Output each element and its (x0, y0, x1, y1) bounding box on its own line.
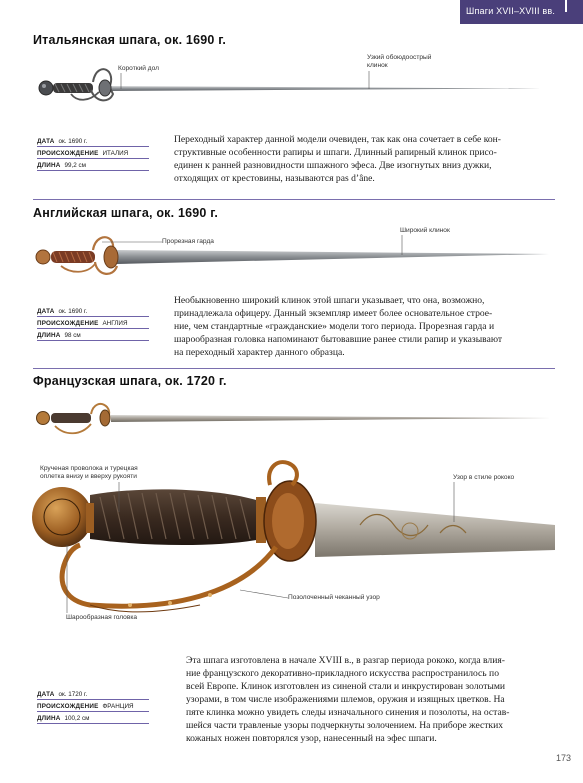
callout-line-twisted-wire (118, 482, 122, 512)
running-header-text: Шпаги XVII–XVIII вв. (466, 6, 556, 16)
section-title-english: Английская шпага, ок. 1690 г. (33, 206, 219, 220)
text-line: кожаных ножен повторялся узор, нанесенный на эфес шпаги. (186, 733, 437, 744)
header-marker (565, 0, 567, 12)
text-line: ние французского декоративно-прикладного искусства распространилось по (186, 668, 499, 679)
spec-origin-value: ИТАЛИЯ (102, 150, 129, 157)
text-line: на переходный характер данного образца. (174, 347, 345, 358)
spec-date-value: ок. 1690 г. (58, 308, 88, 315)
spec-origin-label: ПРОИСХОЖДЕНИЕ (37, 150, 99, 157)
callout-wide-blade: Широкий клинок (400, 227, 450, 234)
spec-origin-value: АНГЛИЯ (102, 320, 128, 327)
text-line: всей Европе. Клинок изготовлен из синеной стали и инкрустирован золотыми (186, 681, 506, 692)
section-title-italian: Итальянская шпага, ок. 1690 г. (33, 33, 227, 47)
french-sword-small-image (33, 398, 553, 442)
callout-twisted-wire-1: Крученая проволока и турецкая (40, 465, 138, 472)
callout-narrow-blade-1: Узкий обоюдоострый (367, 54, 432, 61)
callout-rococo-pattern: Узор в стиле рококо (453, 474, 515, 481)
spec-length-label: ДЛИНА (37, 715, 61, 722)
text-line: ние, чем стандартные «гражданские» модели того периода. Прорезная гарда и (174, 321, 495, 332)
callout-line-pommel (66, 545, 70, 613)
text-line: отходящих от крестовины, называются pas d’âne. (174, 173, 375, 184)
spec-length-value: 98 см (64, 332, 81, 339)
section-divider (33, 368, 555, 369)
callout-line-narrow-blade (368, 71, 372, 89)
callout-spherical-pommel: Шарообразная головка (66, 614, 138, 621)
spec-length-label: ДЛИНА (37, 162, 61, 169)
english-sword-image (33, 230, 553, 282)
body-text-french (186, 654, 556, 745)
spec-length-value: 100,2 см (64, 715, 90, 722)
spec-date-label: ДАТА (37, 691, 55, 698)
spec-date-label: ДАТА (37, 138, 55, 145)
italian-sword-image (33, 60, 545, 110)
spec-origin-label: ПРОИСХОЖДЕНИЕ (37, 320, 99, 327)
callout-pierced-guard: Прорезная гарда (162, 238, 214, 245)
body-text-italian (174, 133, 554, 185)
text-line: узорами, в том числе изображениями шлемов, оружия и изящных цветков. На (186, 694, 505, 705)
text-line: шарообразная головка напоминают бытовавшие ранее стили рапир и указывают (174, 334, 503, 345)
page-number: 173 (556, 753, 572, 763)
spec-table-french (37, 688, 149, 724)
section-divider (33, 199, 555, 200)
text-line: структивные особенности рапиры и шпаги. Длинный рапирный клинок присо- (174, 147, 497, 158)
callout-line-short-fuller (120, 73, 124, 89)
callout-line-rococo (453, 482, 457, 522)
text-line: Эта шпага изготовлена в начале XVIII в., в разгар периода рококо, когда влия- (186, 655, 505, 666)
spec-table-italian (37, 135, 149, 171)
spec-length-value: 99,2 см (64, 162, 87, 169)
body-text-english (174, 294, 554, 359)
callout-twisted-wire-2: оплетка внизу и вверху рукояти (40, 473, 137, 480)
callout-narrow-blade-2: клинок (367, 62, 388, 69)
callout-line-wide-blade (401, 235, 405, 255)
text-line: Необыкновенно широкий клинок этой шпаги указывает, что она, возможно, (174, 295, 485, 306)
text-line: пяте клинка можно увидеть следы изначального синения и позолоты, на остав- (186, 707, 510, 718)
spec-table-english (37, 305, 149, 341)
callout-line-pierced-guard (102, 240, 162, 244)
text-line: принадлежала офицеру. Данный экземпляр имеет более основательное строе- (174, 308, 493, 319)
callout-line-gilt (240, 590, 288, 602)
text-line: Переходный характер данной модели очевиден, так как она сочетает в себе кон- (174, 134, 502, 145)
spec-origin-label: ПРОИСХОЖДЕНИЕ (37, 703, 99, 710)
text-line: единен к ранней разновидности шпажного эфеса. Две изогнутых вниз дужки, (174, 160, 492, 171)
spec-date-value: ок. 1720 г. (58, 691, 88, 698)
spec-length-label: ДЛИНА (37, 332, 61, 339)
text-line: шейся части травленые узоры подчеркнуты золочением. На приборе жестких (186, 720, 504, 731)
callout-short-fuller: Короткий дол (118, 65, 160, 72)
spec-origin-value: ФРАНЦИЯ (102, 703, 134, 710)
section-title-french: Французская шпага, ок. 1720 г. (33, 374, 227, 388)
callout-gilt-pattern: Позолоченный чеканный узор (288, 594, 380, 601)
spec-date-value: ок. 1690 г. (58, 138, 88, 145)
spec-date-label: ДАТА (37, 308, 55, 315)
